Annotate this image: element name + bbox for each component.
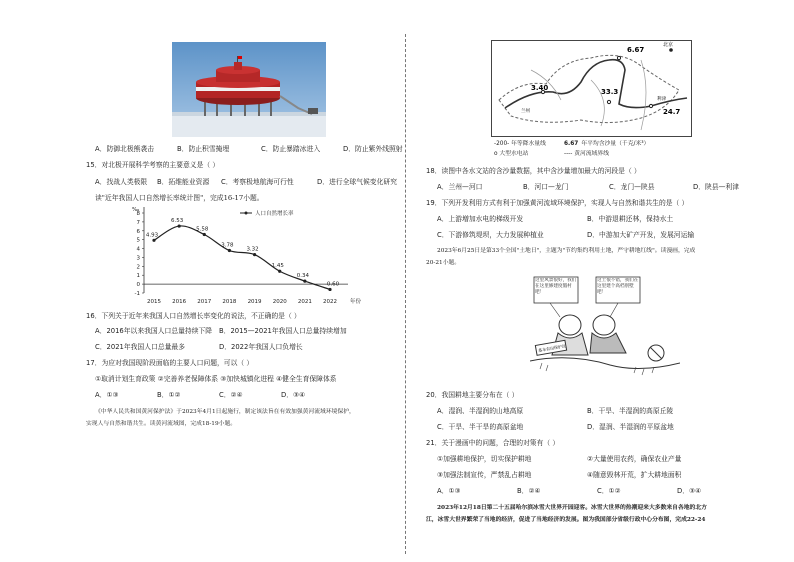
q16-intro: 读"近年我国人口自然增长率统计图"，完成16-17小题。 bbox=[95, 194, 264, 202]
q15-option-a[interactable]: A．找战人类极限 bbox=[95, 178, 148, 186]
q17-option-b[interactable]: B．①② bbox=[157, 391, 181, 399]
data-label: 0.34 bbox=[296, 273, 309, 280]
q21-option-a[interactable]: A．①③ bbox=[437, 487, 461, 495]
q15-option-c[interactable]: C．考察极地航海可行性 bbox=[221, 178, 294, 186]
q18-options bbox=[437, 183, 739, 192]
land-day-cartoon bbox=[530, 273, 680, 383]
cartoon-bubble-left: 这里风景很好，我们在这里修建度假村吧！ bbox=[535, 278, 577, 295]
x-tick-label: 2021 bbox=[297, 299, 312, 305]
q20-option-d[interactable]: D．湿润、半湿润的平原盆地 bbox=[587, 423, 674, 431]
q19-options-row2 bbox=[437, 231, 694, 240]
q21-options bbox=[437, 487, 701, 496]
q20-intro-line1: 2023年6月25日是第33个全国"土地日"，主题为"节约集约利用土地，严守耕地红线"。读漫画，完成 bbox=[437, 248, 696, 254]
q18-option-d[interactable]: D．陕县—利津 bbox=[693, 183, 740, 191]
q19-stem: 19．下列开发利用方式有利于加强黄河流域环境保护，实现人与自然和谐共生的是（ ） bbox=[426, 199, 689, 207]
q16-option-d[interactable]: D．2022年我国人口负增长 bbox=[219, 343, 303, 351]
x-tick-label: 2017 bbox=[197, 299, 212, 305]
data-label: 3.78 bbox=[221, 242, 234, 249]
y-tick-label: 0 bbox=[136, 282, 140, 289]
q14-option-b[interactable]: B．防止积雪掩埋 bbox=[177, 145, 230, 153]
q18-option-a[interactable]: A．兰州—河口 bbox=[437, 183, 483, 191]
q21-items-row2 bbox=[437, 471, 681, 480]
q21-stem: 21．关于漫画中的问题，合理的对策有（ ） bbox=[426, 439, 560, 447]
y-tick-label: 1 bbox=[136, 273, 140, 280]
q20-stem: 20．我国耕地主要分布在（ ） bbox=[426, 391, 519, 399]
q20-options-row2 bbox=[437, 423, 674, 432]
data-point bbox=[203, 233, 206, 236]
q16-option-a[interactable]: A．2016年以来我国人口总量持续下降 bbox=[95, 327, 213, 335]
q21-item-4: ④随意毁林开荒，扩大耕地面积 bbox=[587, 471, 682, 479]
cartoon-sign: 基本农田保护区 bbox=[537, 343, 567, 354]
q21-option-c[interactable]: C．①② bbox=[597, 487, 621, 495]
q16-option-c[interactable]: C．2021年我国人口总量最多 bbox=[95, 343, 186, 351]
q16-stem: 16．下列关于近年来我国人口自然增长率变化的说法，不正确的是（ ） bbox=[86, 312, 301, 320]
y-tick-label: 5 bbox=[136, 237, 140, 244]
data-label: 1.45 bbox=[271, 263, 284, 270]
q19-option-c[interactable]: C．下游修筑堤坝，大力发展种植业 bbox=[437, 231, 544, 239]
q19-options-row1 bbox=[437, 215, 673, 224]
q20-option-b[interactable]: B．干旱、半湿润的高原丘陵 bbox=[587, 407, 674, 415]
q20-intro-line2: 20-21小题。 bbox=[426, 260, 461, 266]
legend-marker bbox=[245, 212, 248, 215]
q15-option-b[interactable]: B．拓维能业资源 bbox=[157, 178, 210, 186]
q14-option-d[interactable]: D．防止紫外线照射 bbox=[343, 145, 403, 153]
yellow-river-map bbox=[491, 40, 692, 137]
q17-option-d[interactable]: D．③④ bbox=[281, 391, 306, 399]
cartoon-bubble-right: 这土很不错，我们在这里建个高档别墅吧！ bbox=[597, 278, 639, 295]
map-value-2: 3.40 bbox=[531, 84, 549, 92]
q19-option-b[interactable]: B．中游退耕还林，保持水土 bbox=[587, 215, 674, 223]
q17-option-a[interactable]: A．①③ bbox=[95, 391, 119, 399]
map-value-3: 33.3 bbox=[601, 88, 619, 96]
q21-item-2: ②大量使用农药，确保农业产量 bbox=[587, 455, 682, 463]
x-tick-label: 2020 bbox=[272, 299, 287, 305]
x-tick-label: 2022 bbox=[323, 299, 337, 305]
q22-intro-line1: 2023年12月18日第二十五届哈尔滨冰雪大世界开园迎客。冰雪大世界的热潮迎来大多数来自各地的北方 bbox=[437, 505, 707, 511]
map-value-1: 6.67 bbox=[627, 46, 645, 54]
map-place-beijing: 北京 bbox=[663, 42, 674, 48]
q14-option-c[interactable]: C．防止暴踏冰进入 bbox=[261, 145, 321, 153]
q19-option-d[interactable]: D．中游加大矿产开发，发展河运输 bbox=[587, 231, 695, 239]
q21-items-row1 bbox=[437, 455, 681, 464]
q15-options bbox=[95, 178, 397, 187]
q20-options-row1 bbox=[437, 407, 673, 416]
map-value-4: 24.7 bbox=[663, 108, 681, 116]
column-divider bbox=[405, 34, 406, 554]
y-tick-label: 4 bbox=[136, 246, 140, 253]
map-legend-row1 bbox=[494, 140, 649, 148]
q20-option-c[interactable]: C．干旱、半干旱的高原盆地 bbox=[437, 423, 524, 431]
map-legend-basin-border: ---- 黄河流域界线 bbox=[564, 151, 609, 157]
research-station-photo bbox=[172, 42, 326, 137]
q16-option-b[interactable]: B．2015—2021年我国人口总量持续增加 bbox=[219, 327, 347, 335]
data-point bbox=[228, 249, 231, 252]
q18-option-b[interactable]: B．河口—龙门 bbox=[523, 183, 569, 191]
q14-option-a[interactable]: A．防御北极熊袭击 bbox=[95, 145, 155, 153]
data-label: -0.60 bbox=[324, 281, 340, 288]
y-tick-label: -1 bbox=[134, 291, 140, 297]
data-label: 4.93 bbox=[145, 232, 159, 239]
y-axis-unit: ‰ bbox=[132, 207, 140, 213]
y-tick-label: 2 bbox=[136, 264, 140, 271]
q17-items: ①取消计划生育政策 ②完善养老保障体系 ③加快城镇化进程 ④健全生育保障体系 bbox=[95, 375, 337, 383]
map-place-lijin: 利津 bbox=[657, 97, 666, 102]
q20-option-a[interactable]: A．湿润、半湿润的山地高原 bbox=[437, 407, 524, 415]
q18-intro-line1: 《中华人民共和国黄河保护法》于2023年4月1日起施行，制定该法旨在有效加强黄河流域环境保护， bbox=[95, 409, 355, 415]
y-tick-label: 6 bbox=[136, 228, 140, 235]
y-tick-label: 3 bbox=[136, 255, 140, 262]
q21-option-d[interactable]: D．③④ bbox=[677, 487, 702, 495]
q14-options bbox=[95, 145, 403, 154]
q18-intro-line2: 实现人与自然和谐共生。读黄河流域图，完成18-19小题。 bbox=[86, 421, 237, 427]
data-point bbox=[303, 279, 306, 282]
q16-options-row2 bbox=[95, 343, 303, 352]
y-tick-label: 8 bbox=[136, 211, 140, 217]
x-axis-unit: 年份 bbox=[350, 299, 362, 305]
map-legend-row2 bbox=[494, 150, 609, 158]
map-legend-sediment-text: 年平均含沙量（千克/米³） bbox=[581, 141, 650, 147]
data-label: 3.32 bbox=[246, 246, 259, 253]
map-legend-isohyet: -200- 年等降水量线 bbox=[494, 141, 546, 147]
legend-label: 人口自然增长率 bbox=[255, 211, 294, 217]
map-place-lanzhou: 兰州 bbox=[521, 109, 530, 114]
population-growth-chart bbox=[120, 203, 380, 308]
q17-stem: 17．为应对我国现阶段面临的主要人口问题，可以（ ） bbox=[86, 359, 254, 367]
data-point bbox=[278, 270, 281, 273]
x-tick-label: 2016 bbox=[172, 299, 187, 305]
q15-option-d[interactable]: D．进行全球气候变化研究 bbox=[317, 178, 397, 186]
x-tick-label: 2015 bbox=[147, 299, 161, 305]
x-tick-label: 2018 bbox=[222, 299, 237, 305]
data-point bbox=[253, 253, 256, 256]
data-label: 5.58 bbox=[196, 226, 209, 233]
q21-item-3: ③加强法制宣传，严禁乱占耕地 bbox=[437, 471, 532, 479]
data-point bbox=[178, 224, 181, 227]
series-line bbox=[154, 226, 330, 289]
data-point bbox=[152, 239, 155, 242]
data-point bbox=[328, 288, 331, 291]
y-tick-label: 7 bbox=[136, 219, 140, 226]
q15-stem: 15．对北极开展科学考察的主要意义是（ ） bbox=[86, 161, 220, 169]
map-legend-sediment-value: 6.67 bbox=[564, 141, 579, 147]
q18-stem: 18．读图中各水文站的含沙量数据，其中含沙量增加最大的河段是（ ） bbox=[426, 167, 641, 175]
x-tick-label: 2019 bbox=[247, 299, 262, 305]
q22-intro-line2: 江，冰雪大世界繁荣了当地的经济，促进了当地经济的发展。图为我国部分省级行政中心分布图，完成22-24 bbox=[426, 517, 706, 523]
map-legend-hydropower: o 大型水电站 bbox=[494, 151, 529, 157]
q19-option-a[interactable]: A．上游増加水电的梯级开发 bbox=[437, 215, 524, 223]
q18-option-c[interactable]: C．龙门—陕县 bbox=[609, 183, 655, 191]
q21-item-1: ①加强耕地保护，切实保护耕地 bbox=[437, 455, 532, 463]
q16-options-row1 bbox=[95, 327, 347, 336]
q17-options bbox=[95, 391, 305, 400]
q21-option-b[interactable]: B．②④ bbox=[517, 487, 541, 495]
q17-option-c[interactable]: C．②④ bbox=[219, 391, 243, 399]
data-label: 6.53 bbox=[171, 218, 184, 225]
